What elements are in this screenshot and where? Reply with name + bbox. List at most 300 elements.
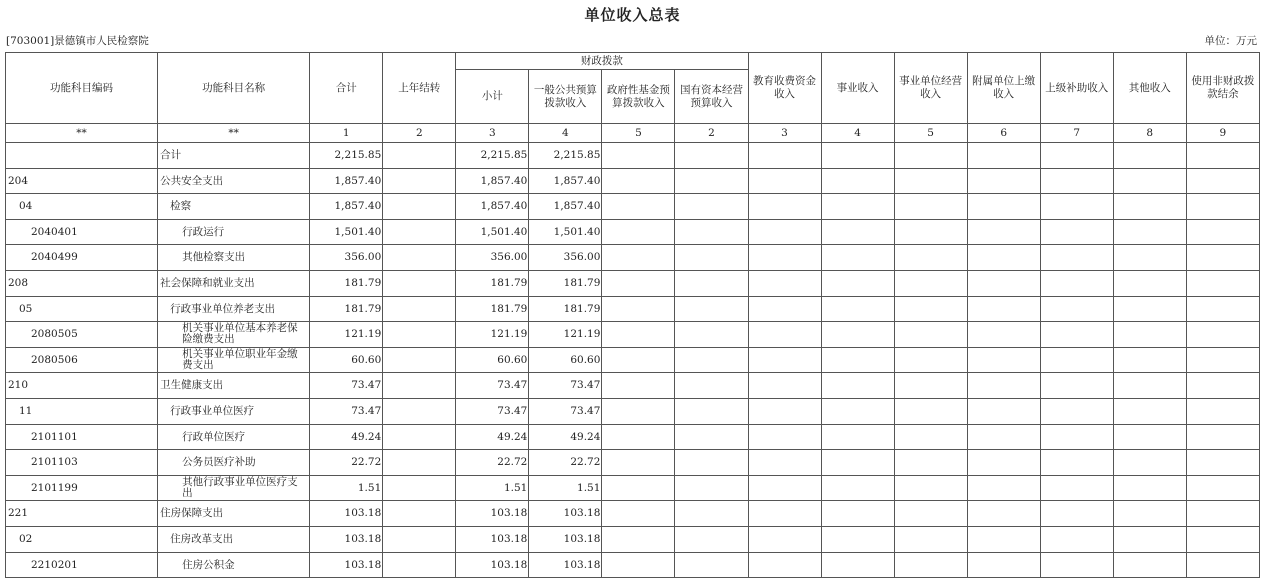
empty-cell xyxy=(602,450,675,476)
general-budget-cell: 103.18 xyxy=(529,501,602,527)
code-cell: 11 xyxy=(6,398,158,424)
table-row xyxy=(6,322,1260,348)
empty-cell xyxy=(821,450,894,476)
header-gov-fund: 政府性基金预算拨款收入 xyxy=(602,70,675,124)
empty-cell xyxy=(967,194,1040,220)
empty-cell xyxy=(675,398,748,424)
table-row xyxy=(6,450,1260,476)
total-cell: 73.47 xyxy=(310,398,383,424)
empty-cell xyxy=(675,270,748,296)
empty-cell xyxy=(967,296,1040,322)
subtotal-cell: 356.00 xyxy=(456,245,529,271)
empty-cell xyxy=(1113,526,1186,552)
empty-cell xyxy=(967,552,1040,578)
carryover-cell xyxy=(383,143,456,169)
empty-cell xyxy=(894,373,967,399)
code-cell: 2080506 xyxy=(6,347,158,373)
empty-cell xyxy=(1113,143,1186,169)
empty-cell xyxy=(1113,552,1186,578)
total-cell: 1,501.40 xyxy=(310,219,383,245)
column-index-cell: 7 xyxy=(1040,124,1113,143)
empty-cell xyxy=(675,501,748,527)
code-cell: 2101101 xyxy=(6,424,158,450)
empty-cell xyxy=(1186,398,1259,424)
code-cell: 04 xyxy=(6,194,158,220)
column-index-row xyxy=(6,124,1260,143)
empty-cell xyxy=(602,398,675,424)
empty-cell xyxy=(1040,398,1113,424)
carryover-cell xyxy=(383,347,456,373)
empty-cell xyxy=(1186,347,1259,373)
empty-cell xyxy=(675,450,748,476)
empty-cell xyxy=(1186,194,1259,220)
empty-cell xyxy=(821,552,894,578)
empty-cell xyxy=(894,143,967,169)
total-cell: 103.18 xyxy=(310,526,383,552)
column-index-cell: 4 xyxy=(821,124,894,143)
empty-cell xyxy=(821,168,894,194)
total-cell: 181.79 xyxy=(310,270,383,296)
empty-cell xyxy=(748,347,821,373)
column-index-cell: 4 xyxy=(529,124,602,143)
empty-cell xyxy=(967,347,1040,373)
empty-cell xyxy=(1040,168,1113,194)
empty-cell xyxy=(1113,373,1186,399)
empty-cell xyxy=(1040,475,1113,501)
empty-cell xyxy=(748,398,821,424)
code-cell: 2101199 xyxy=(6,475,158,501)
empty-cell xyxy=(1113,475,1186,501)
empty-cell xyxy=(1113,194,1186,220)
header-total: 合计 xyxy=(310,53,383,124)
general-budget-cell: 1,501.40 xyxy=(529,219,602,245)
carryover-cell xyxy=(383,450,456,476)
table-row xyxy=(6,475,1260,501)
table-row xyxy=(6,143,1260,169)
table-row xyxy=(6,552,1260,578)
column-index-cell: ** xyxy=(158,124,310,143)
total-cell: 1.51 xyxy=(310,475,383,501)
general-budget-cell: 181.79 xyxy=(529,270,602,296)
empty-cell xyxy=(602,296,675,322)
empty-cell xyxy=(821,398,894,424)
subtotal-cell: 1.51 xyxy=(456,475,529,501)
general-budget-cell: 73.47 xyxy=(529,373,602,399)
subtotal-cell: 103.18 xyxy=(456,501,529,527)
general-budget-cell: 22.72 xyxy=(529,450,602,476)
table-row xyxy=(6,296,1260,322)
total-cell: 121.19 xyxy=(310,322,383,348)
empty-cell xyxy=(894,270,967,296)
name-cell: 行政事业单位养老支出 xyxy=(158,296,310,322)
header-name: 功能科目名称 xyxy=(158,53,310,124)
subtotal-cell: 22.72 xyxy=(456,450,529,476)
code-cell: 2040499 xyxy=(6,245,158,271)
column-index-cell: 3 xyxy=(748,124,821,143)
header-carryover: 上年结转 xyxy=(383,53,456,124)
code-cell: 2210201 xyxy=(6,552,158,578)
empty-cell xyxy=(602,475,675,501)
name-cell: 住房公积金 xyxy=(158,552,310,578)
empty-cell xyxy=(1186,526,1259,552)
empty-cell xyxy=(894,398,967,424)
header-non-fiscal-balance: 使用非财政拨款结余 xyxy=(1186,53,1259,124)
empty-cell xyxy=(1113,450,1186,476)
header-superior-subsidy: 上级补助收入 xyxy=(1040,53,1113,124)
empty-cell xyxy=(1186,270,1259,296)
empty-cell xyxy=(1040,450,1113,476)
empty-cell xyxy=(1040,373,1113,399)
empty-cell xyxy=(894,219,967,245)
column-index-cell: 2 xyxy=(675,124,748,143)
empty-cell xyxy=(894,424,967,450)
empty-cell xyxy=(894,526,967,552)
table-row xyxy=(6,398,1260,424)
empty-cell xyxy=(602,424,675,450)
empty-cell xyxy=(748,424,821,450)
code-cell xyxy=(6,143,158,169)
subtotal-cell: 49.24 xyxy=(456,424,529,450)
header-other-income: 其他收入 xyxy=(1113,53,1186,124)
empty-cell xyxy=(821,501,894,527)
name-cell: 其他检察支出 xyxy=(158,245,310,271)
empty-cell xyxy=(602,194,675,220)
column-index-cell: 5 xyxy=(894,124,967,143)
empty-cell xyxy=(602,270,675,296)
empty-cell xyxy=(1186,245,1259,271)
empty-cell xyxy=(967,475,1040,501)
empty-cell xyxy=(967,450,1040,476)
empty-cell xyxy=(602,552,675,578)
total-cell: 103.18 xyxy=(310,501,383,527)
carryover-cell xyxy=(383,398,456,424)
empty-cell xyxy=(1040,501,1113,527)
name-cell: 合计 xyxy=(158,143,310,169)
subtotal-cell: 103.18 xyxy=(456,526,529,552)
empty-cell xyxy=(1113,270,1186,296)
empty-cell xyxy=(1040,143,1113,169)
empty-cell xyxy=(967,245,1040,271)
column-index-cell: ** xyxy=(6,124,158,143)
empty-cell xyxy=(748,296,821,322)
total-cell: 356.00 xyxy=(310,245,383,271)
empty-cell xyxy=(1113,245,1186,271)
empty-cell xyxy=(894,296,967,322)
carryover-cell xyxy=(383,245,456,271)
report-title: 单位收入总表 xyxy=(584,6,681,24)
name-cell: 机关事业单位职业年金缴费支出 xyxy=(158,347,310,373)
organization-label: [703001]景德镇市人民检察院 xyxy=(6,35,149,47)
empty-cell xyxy=(967,526,1040,552)
carryover-cell xyxy=(383,475,456,501)
name-cell: 行政单位医疗 xyxy=(158,424,310,450)
empty-cell xyxy=(894,245,967,271)
general-budget-cell: 121.19 xyxy=(529,322,602,348)
general-budget-cell: 49.24 xyxy=(529,424,602,450)
empty-cell xyxy=(821,296,894,322)
general-budget-cell: 103.18 xyxy=(529,552,602,578)
empty-cell xyxy=(602,526,675,552)
empty-cell xyxy=(1113,347,1186,373)
empty-cell xyxy=(821,270,894,296)
general-budget-cell: 356.00 xyxy=(529,245,602,271)
general-budget-cell: 1,857.40 xyxy=(529,194,602,220)
general-budget-cell: 73.47 xyxy=(529,398,602,424)
income-summary-table xyxy=(5,52,1260,578)
code-cell: 2101103 xyxy=(6,450,158,476)
empty-cell xyxy=(1040,552,1113,578)
empty-cell xyxy=(748,450,821,476)
empty-cell xyxy=(675,552,748,578)
empty-cell xyxy=(675,296,748,322)
empty-cell xyxy=(748,270,821,296)
name-cell: 其他行政事业单位医疗支出 xyxy=(158,475,310,501)
empty-cell xyxy=(675,347,748,373)
empty-cell xyxy=(1040,194,1113,220)
carryover-cell xyxy=(383,501,456,527)
subtotal-cell: 73.47 xyxy=(456,373,529,399)
code-cell: 210 xyxy=(6,373,158,399)
total-cell: 73.47 xyxy=(310,373,383,399)
subtotal-cell: 181.79 xyxy=(456,296,529,322)
name-cell: 公共安全支出 xyxy=(158,168,310,194)
empty-cell xyxy=(675,143,748,169)
carryover-cell xyxy=(383,296,456,322)
name-cell: 卫生健康支出 xyxy=(158,373,310,399)
total-cell: 1,857.40 xyxy=(310,168,383,194)
table-row xyxy=(6,194,1260,220)
empty-cell xyxy=(1113,219,1186,245)
column-index-cell: 1 xyxy=(310,124,383,143)
header-operating-income: 事业单位经营收入 xyxy=(894,53,967,124)
code-cell: 221 xyxy=(6,501,158,527)
table-row xyxy=(6,526,1260,552)
empty-cell xyxy=(748,475,821,501)
total-cell: 49.24 xyxy=(310,424,383,450)
empty-cell xyxy=(1113,296,1186,322)
empty-cell xyxy=(821,347,894,373)
header-affiliated-income: 附属单位上缴收入 xyxy=(967,53,1040,124)
total-cell: 181.79 xyxy=(310,296,383,322)
empty-cell xyxy=(967,373,1040,399)
empty-cell xyxy=(967,270,1040,296)
carryover-cell xyxy=(383,194,456,220)
empty-cell xyxy=(967,501,1040,527)
empty-cell xyxy=(894,450,967,476)
carryover-cell xyxy=(383,322,456,348)
subtotal-cell: 103.18 xyxy=(456,552,529,578)
name-cell: 社会保障和就业支出 xyxy=(158,270,310,296)
column-index-cell: 9 xyxy=(1186,124,1259,143)
name-cell: 行政事业单位医疗 xyxy=(158,398,310,424)
table-row xyxy=(6,501,1260,527)
empty-cell xyxy=(821,526,894,552)
header-code: 功能科目编码 xyxy=(6,53,158,124)
column-index-cell: 8 xyxy=(1113,124,1186,143)
empty-cell xyxy=(1113,398,1186,424)
subtotal-cell: 1,857.40 xyxy=(456,168,529,194)
empty-cell xyxy=(967,168,1040,194)
empty-cell xyxy=(1186,373,1259,399)
code-cell: 05 xyxy=(6,296,158,322)
empty-cell xyxy=(675,219,748,245)
carryover-cell xyxy=(383,552,456,578)
empty-cell xyxy=(821,373,894,399)
table-row xyxy=(6,245,1260,271)
empty-cell xyxy=(675,424,748,450)
empty-cell xyxy=(748,526,821,552)
general-budget-cell: 60.60 xyxy=(529,347,602,373)
empty-cell xyxy=(1040,296,1113,322)
column-index-cell: 3 xyxy=(456,124,529,143)
empty-cell xyxy=(1186,552,1259,578)
empty-cell xyxy=(967,143,1040,169)
general-budget-cell: 103.18 xyxy=(529,526,602,552)
empty-cell xyxy=(675,475,748,501)
total-cell: 103.18 xyxy=(310,552,383,578)
empty-cell xyxy=(894,322,967,348)
empty-cell xyxy=(748,143,821,169)
empty-cell xyxy=(602,219,675,245)
subtotal-cell: 1,501.40 xyxy=(456,219,529,245)
empty-cell xyxy=(748,168,821,194)
empty-cell xyxy=(602,322,675,348)
empty-cell xyxy=(821,424,894,450)
carryover-cell xyxy=(383,373,456,399)
empty-cell xyxy=(1113,501,1186,527)
subtotal-cell: 60.60 xyxy=(456,347,529,373)
empty-cell xyxy=(967,322,1040,348)
empty-cell xyxy=(967,219,1040,245)
header-general-budget: 一般公共预算拨款收入 xyxy=(529,70,602,124)
total-cell: 22.72 xyxy=(310,450,383,476)
header-state-capital: 国有资本经营预算收入 xyxy=(675,70,748,124)
empty-cell xyxy=(602,168,675,194)
name-cell: 住房改革支出 xyxy=(158,526,310,552)
empty-cell xyxy=(748,501,821,527)
code-cell: 208 xyxy=(6,270,158,296)
empty-cell xyxy=(748,194,821,220)
empty-cell xyxy=(748,552,821,578)
carryover-cell xyxy=(383,219,456,245)
empty-cell xyxy=(821,322,894,348)
code-cell: 2040401 xyxy=(6,219,158,245)
empty-cell xyxy=(894,347,967,373)
empty-cell xyxy=(894,475,967,501)
subtotal-cell: 121.19 xyxy=(456,322,529,348)
table-body xyxy=(6,143,1260,578)
carryover-cell xyxy=(383,168,456,194)
carryover-cell xyxy=(383,270,456,296)
unit-label: 单位：万元 xyxy=(1204,35,1257,47)
carryover-cell xyxy=(383,526,456,552)
empty-cell xyxy=(602,347,675,373)
empty-cell xyxy=(894,194,967,220)
column-index-cell: 2 xyxy=(383,124,456,143)
empty-cell xyxy=(1186,424,1259,450)
name-cell: 公务员医疗补助 xyxy=(158,450,310,476)
column-index-cell: 6 xyxy=(967,124,1040,143)
empty-cell xyxy=(821,143,894,169)
table-row xyxy=(6,219,1260,245)
empty-cell xyxy=(748,373,821,399)
table-row xyxy=(6,424,1260,450)
general-budget-cell: 1,857.40 xyxy=(529,168,602,194)
carryover-cell xyxy=(383,424,456,450)
empty-cell xyxy=(1186,501,1259,527)
subtotal-cell: 1,857.40 xyxy=(456,194,529,220)
empty-cell xyxy=(1040,245,1113,271)
empty-cell xyxy=(821,475,894,501)
empty-cell xyxy=(602,143,675,169)
empty-cell xyxy=(675,526,748,552)
empty-cell xyxy=(1186,450,1259,476)
code-cell: 2080505 xyxy=(6,322,158,348)
empty-cell xyxy=(821,245,894,271)
empty-cell xyxy=(1186,219,1259,245)
empty-cell xyxy=(748,245,821,271)
empty-cell xyxy=(748,219,821,245)
empty-cell xyxy=(675,245,748,271)
empty-cell xyxy=(1186,322,1259,348)
empty-cell xyxy=(1040,219,1113,245)
subtotal-cell: 181.79 xyxy=(456,270,529,296)
empty-cell xyxy=(1186,296,1259,322)
empty-cell xyxy=(1040,270,1113,296)
total-cell: 60.60 xyxy=(310,347,383,373)
header-business-income: 事业收入 xyxy=(821,53,894,124)
empty-cell xyxy=(602,245,675,271)
subtotal-cell: 2,215.85 xyxy=(456,143,529,169)
name-cell: 住房保障支出 xyxy=(158,501,310,527)
empty-cell xyxy=(1113,424,1186,450)
name-cell: 行政运行 xyxy=(158,219,310,245)
general-budget-cell: 1.51 xyxy=(529,475,602,501)
header-fiscal-group: 财政拨款 xyxy=(456,53,748,70)
header-subtotal: 小计 xyxy=(456,70,529,124)
empty-cell xyxy=(821,219,894,245)
empty-cell xyxy=(967,398,1040,424)
header-education-fee: 教育收费资金收入 xyxy=(748,53,821,124)
general-budget-cell: 2,215.85 xyxy=(529,143,602,169)
empty-cell xyxy=(1040,322,1113,348)
empty-cell xyxy=(1113,168,1186,194)
empty-cell xyxy=(821,194,894,220)
empty-cell xyxy=(675,373,748,399)
empty-cell xyxy=(675,168,748,194)
empty-cell xyxy=(894,168,967,194)
empty-cell xyxy=(894,552,967,578)
total-cell: 1,857.40 xyxy=(310,194,383,220)
empty-cell xyxy=(1186,475,1259,501)
table-row xyxy=(6,347,1260,373)
empty-cell xyxy=(1040,526,1113,552)
code-cell: 02 xyxy=(6,526,158,552)
code-cell: 204 xyxy=(6,168,158,194)
name-cell: 检察 xyxy=(158,194,310,220)
name-cell: 机关事业单位基本养老保险缴费支出 xyxy=(158,322,310,348)
empty-cell xyxy=(967,424,1040,450)
empty-cell xyxy=(748,322,821,348)
empty-cell xyxy=(1186,143,1259,169)
table-row xyxy=(6,373,1260,399)
total-cell: 2,215.85 xyxy=(310,143,383,169)
table-row xyxy=(6,270,1260,296)
general-budget-cell: 181.79 xyxy=(529,296,602,322)
empty-cell xyxy=(675,194,748,220)
table-row xyxy=(6,168,1260,194)
empty-cell xyxy=(894,501,967,527)
